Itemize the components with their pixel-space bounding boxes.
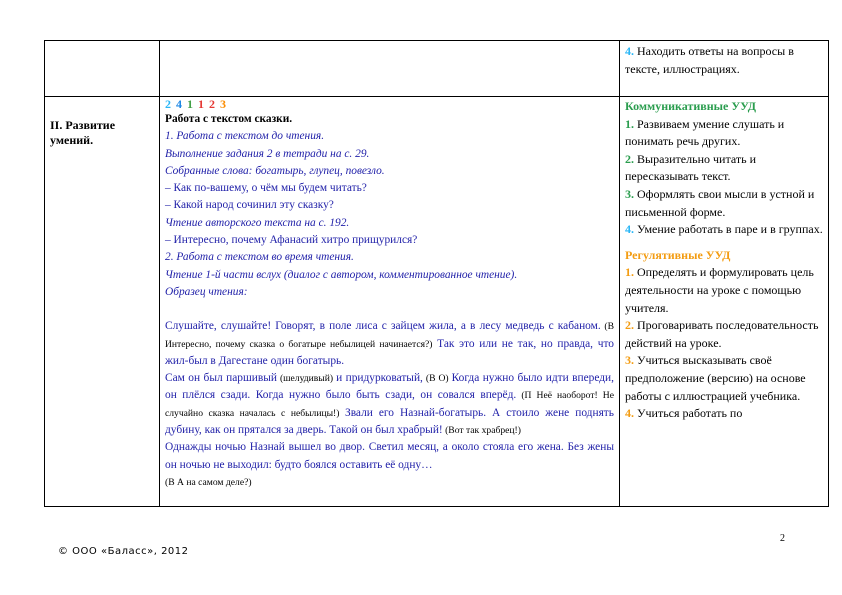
stage-cell: [45, 41, 160, 97]
uud-heading-communicative: Коммуникативные УУД: [625, 99, 757, 113]
question-line: – Какой народ сочинил эту сказку?: [165, 199, 334, 212]
table-row: [45, 41, 829, 97]
activity-line: 1. Работа с текстом до чтения.: [165, 130, 325, 143]
uud-item: 4. Находить ответы на вопросы в тексте, иллюстрациях.: [625, 44, 794, 76]
activity-line: Чтение 1-й части вслух (диалог с автором, комментированное чтение).: [165, 268, 518, 281]
uud-item: 4. Учиться работать по: [625, 406, 743, 421]
uud-item: 1. Определять и формулировать цель деятельности на уроке с помощью учителя.: [625, 265, 814, 315]
uud-item: 3. Учиться высказывать своё предположение (версию) на основе работы с иллюстрацией учебника.: [625, 353, 806, 403]
activity-cell: [160, 41, 620, 97]
table-row: [45, 97, 829, 507]
activity-line: Чтение авторского текста на с. 192.: [165, 216, 350, 229]
uud-item: 2. Проговаривать последовательность действий на уроке.: [625, 318, 819, 350]
code-digit: 3: [220, 97, 227, 111]
activity-heading: Работа с текстом сказки.: [165, 113, 293, 125]
page-number: 2: [780, 533, 785, 544]
uud-item: 4. Умение работать в паре и в группах.: [625, 222, 823, 237]
story-paragraph: Сам он был паршивый (шелудивый) и придурковатый, (В О) Когда нужно было идти впереди, он плёлся сзади. Когда нужно было быть сзади, он совался вперёд. (П Неё наоборот! Не случайно сказка началась с небылицы!) Звали его Назнай-богатырь. А стоило жене поднять дубину, как он прятался за дверь. Такой он был храбрый! (Вот так храбрец!): [165, 372, 614, 437]
activity-line: Образец чтения:: [165, 285, 248, 298]
stage-title: II. Развитие умений.: [50, 118, 116, 147]
activity-line: Собранные слова: богатырь, глупец, повезло.: [165, 164, 385, 177]
color-codes: [165, 98, 614, 111]
story-paragraph: Однажды ночью Назнай вышел во двор. Светил месяц, а около стояла его жена. Без жены он ночью не выходил: будто боялся оставить её одну…: [165, 441, 614, 471]
code-digit: 2: [209, 97, 216, 111]
lesson-table: [44, 40, 829, 507]
uud-cell: [620, 97, 829, 507]
code-digit: 4: [176, 97, 183, 111]
story-paragraph: Слушайте, слушайте! Говорят, в поле лиса с зайцем жила, а в лесу медведь с кабаном. (В Интересно, почему сказка о богатыре небылицей начинается?) Так это или не так, но правда, что жил-был в Дагестане один богатырь.: [165, 320, 614, 367]
uud-item: 2. Выразительно читать и пересказывать текст.: [625, 151, 757, 184]
activity-cell: [160, 97, 620, 507]
question-line: – Интересно, почему Афанасий хитро прищурился?: [165, 234, 418, 247]
stage-cell: [45, 97, 160, 507]
activity-line: Выполнение задания 2 в тетради на с. 29.: [165, 147, 370, 160]
uud-heading-regulatory: Регулятивные УУД: [625, 247, 731, 262]
uud-item: 3. Оформлять свои мысли в устной и письменной форме.: [625, 186, 815, 219]
code-digit: 1: [187, 97, 194, 111]
uud-item: 1. Развиваем умение слушать и понимать речь других.: [625, 116, 785, 149]
teacher-note: (В А на самом деле?): [165, 476, 252, 488]
activity-line: 2. Работа с текстом во время чтения.: [165, 251, 354, 264]
question-line: – Как по-вашему, о чём мы будем читать?: [165, 182, 367, 195]
uud-cell: [620, 41, 829, 97]
code-digit: 2: [165, 97, 172, 111]
copyright-footer: © ООО «Баласс», 2012: [58, 546, 189, 557]
code-digit: 1: [198, 97, 205, 111]
